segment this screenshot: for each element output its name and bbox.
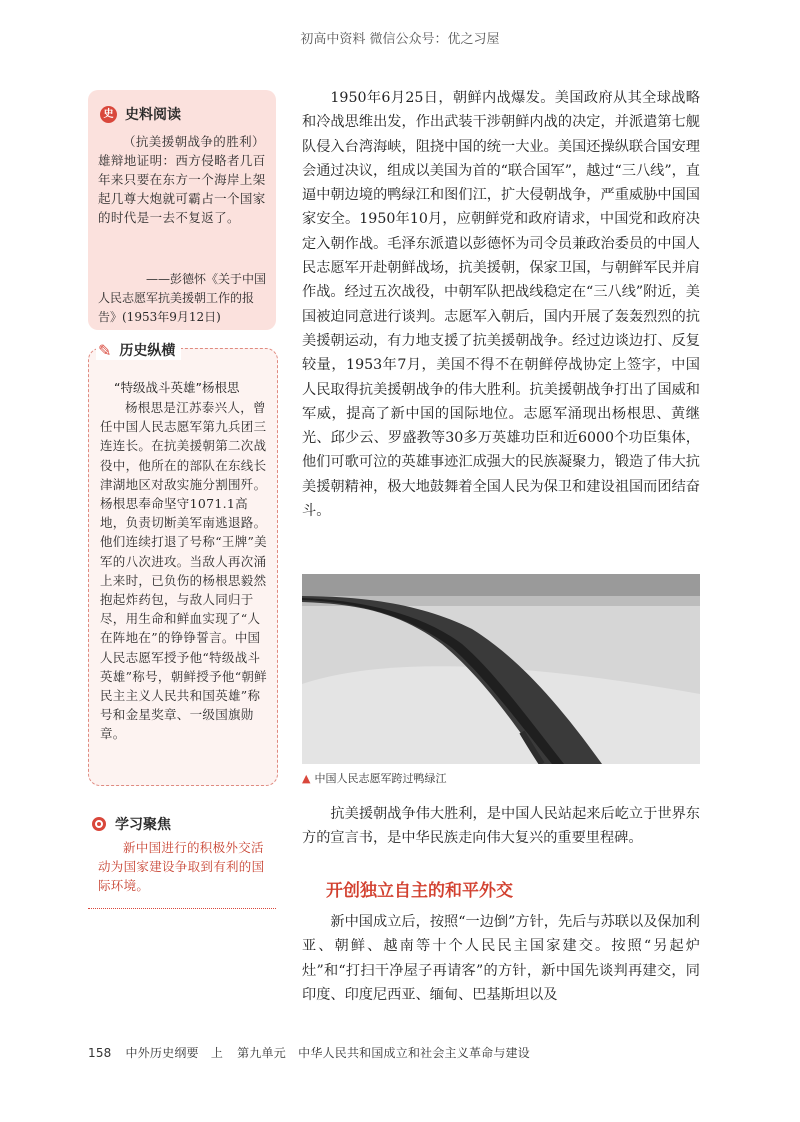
main-paragraph-3: 新中国成立后，按照“一边倒”方针，先后与苏联以及保加利亚、朝鲜、越南等十个人民民主国家建交。按照“另起炉灶”和“打扫干净屋子再请客”的方针，新中国先谈判再建交，同印度、印度尼西亚、缅甸、巴基斯坦以及: [302, 914, 700, 1003]
photo-troops-crossing-yalu: [302, 574, 700, 764]
learning-focus-body: 新中国进行的积极外交活动为国家建设争取到有利的国际环境。: [98, 840, 265, 893]
learning-focus-title: 学习聚焦: [115, 817, 171, 833]
page-footer: [88, 1044, 540, 1061]
quill-icon: ✎: [98, 340, 112, 360]
source-reading-title: 史料阅读: [125, 107, 181, 123]
source-quote: （抗美援朝战争的胜利）雄辩地证明：西方侵略者几百年来只要在东方一个海岸上架起几尊大炮就可霸占一个国家的时代是一去不复返了。: [98, 134, 266, 225]
photo-caption: [302, 770, 446, 786]
section-title: 开创独立自主的和平外交: [326, 881, 513, 901]
triangle-icon: ▲: [302, 772, 311, 785]
page-number: 158: [88, 1046, 112, 1060]
unit-title: 第九单元 中华人民共和国成立和社会主义革命与建设: [237, 1046, 530, 1060]
hero-story-body: 杨根思是江苏泰兴人，曾任中国人民志愿军第九兵团三连连长。在抗美援朝第二次战役中，他所在的部队在东线长津湖地区对敌实施分割围歼。杨根思奉命坚守1071.1高地，负责切断美军南逃退路。他们连续打退了号称“王牌”美军的八次进攻。当敌人再次涌上来时，已负伤的杨根思毅然抱起炸药包，与敌人同归于尽，用生命和鲜血实现了“人在阵地在”的铮铮誓言。中国人民志愿军授予他“特级战斗英雄”称号，朝鲜授予他“朝鲜民主主义人民共和国英雄”称号和金星奖章、一级国旗勋章。: [100, 400, 267, 742]
divider: [88, 908, 276, 909]
main-paragraph-1: 1950年6月25日，朝鲜内战爆发。美国政府从其全球战略和冷战思维出发，作出武装干涉朝鲜内战的决定，并派遣第七舰队侵入台湾海峡，阻挠中国的统一大业。美国还操纵联合国安理会通过决议，组成以美国为首的“联合国军”，越过“三八线”，直逼中朝边境的鸭绿江和图们江，扩大侵朝战争，严重威胁中国国家安全。1950年10月，应朝鲜党和政府请求，中国党和政府决定入朝作战。毛泽东派遣以彭德怀为司令员兼政治委员的中国人民志愿军开赴朝鲜战场，抗美援朝，保家卫国，与朝鲜军民并肩作战。经过五次战役，中朝军队把战线稳定在“三八线”附近，美国被迫同意进行谈判。志愿军入朝后，国内开展了轰轰烈烈的抗美援朝运动，有力地支援了抗美援朝战争。经过边谈边打、反复较量，1953年7月，美国不得不在朝鲜停战协定上签字，中国人民取得抗美援朝战争的伟大胜利。抗美援朝战争打出了国威和军威，提高了新中国的国际地位。志愿军涌现出杨根思、黄继光、邱少云、罗盛教等30多万英雄功臣和近6000个功臣集体，他们可歌可泣的英雄事迹汇成强大的民族凝聚力，锻造了伟大抗美援朝精神，极大地鼓舞着全国人民为保卫和建设祖国而团结奋斗。: [302, 90, 700, 520]
hero-story-title: “特级战斗英雄”杨根思: [114, 380, 240, 395]
photo-illustration: [302, 574, 700, 764]
photo-caption-text: 中国人民志愿军跨过鸭绿江: [314, 772, 447, 785]
main-paragraph-2: 抗美援朝战争伟大胜利，是中国人民站起来后屹立于世界东方的宣言书，是中华民族走向伟大复兴的重要里程碑。: [302, 806, 700, 847]
book-title: 中外历史纲要 上: [125, 1046, 224, 1060]
target-icon: [92, 817, 106, 831]
history-perspective-heading: [96, 340, 181, 360]
source-reading-heading: [100, 104, 181, 124]
learning-focus-heading: [92, 814, 171, 834]
source-attribution-line2: 人民志愿军抗美援朝工作的报告》(1953年9月12日): [98, 291, 255, 324]
history-icon: 史: [100, 106, 117, 123]
page-header: 初高中资料 微信公众号：优之习屋: [300, 32, 500, 47]
history-perspective-title: 历史纵横: [119, 343, 176, 359]
source-attribution-line1: ——彭德怀《关于中国: [145, 272, 266, 286]
